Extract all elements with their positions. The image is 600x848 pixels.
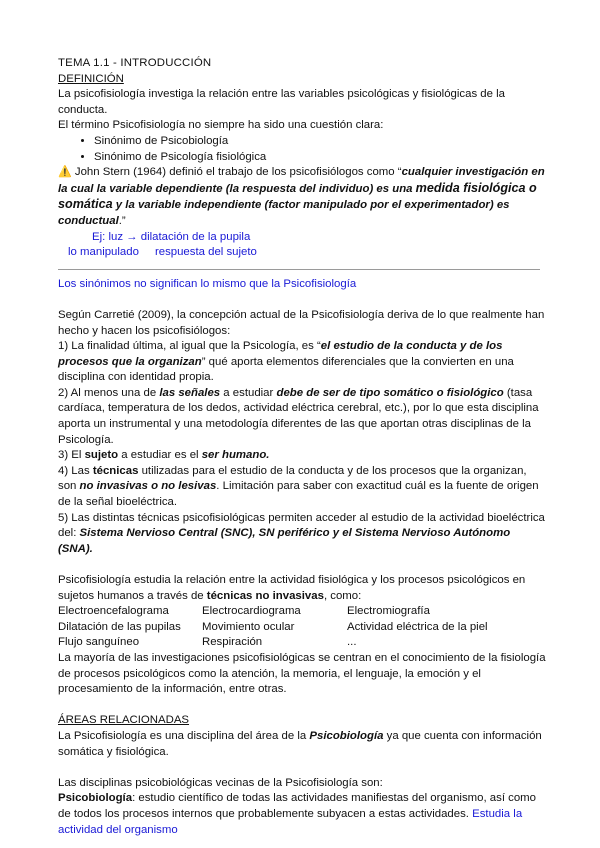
section-heading-areas: ÁREAS RELACIONADAS xyxy=(58,714,190,727)
technique-item: ... xyxy=(347,636,357,649)
technique-item: Dilatación de las pupilas xyxy=(58,620,181,633)
technique-item: Electroencefalograma xyxy=(58,605,169,618)
synonym-list xyxy=(58,134,548,165)
page-title: TEMA 1.1 - INTRODUCCIÓN xyxy=(58,57,212,69)
carretie-item-2: 2) Al menos una de las señales a estudiar debe de ser de tipo somático o fisiológico (tasa cardíaca, temperatura de los dedos, actividad eléctrica cerebral, etc.), por lo que esta disciplina aporta un instrumental y una metodología diferentes de las que aportan otras disciplinas de la Psicología. xyxy=(58,386,539,446)
carretie-item-1: 1) La finalidad última, al igual que la Psicología, es “el estudio de la conducta y de los procesos que la organizan” qué aporta elementos diferenciales que la convierten en una disciplina con identidad propia. xyxy=(58,340,514,384)
neighbor-disciplines: Las disciplinas psicobiológicas vecinas de la Psicofisiología son: xyxy=(58,776,383,789)
section-heading-definicion: DEFINICIÓN xyxy=(58,72,124,85)
techniques-row xyxy=(58,635,548,651)
example-labels: lo manipulado respuesta del sujeto xyxy=(68,246,257,259)
carretie-item-4: 4) Las técnicas utilizadas para el estudio de la conducta y de los procesos que la organizan, son no invasivas o no lesivas. Limitación para saber con exactitud cuál es la fuente de origen de la señal bioeléctrica. xyxy=(58,464,539,509)
technique-item: Flujo sanguíneo xyxy=(58,636,140,649)
divider xyxy=(58,269,540,270)
technique-item: Electromiografía xyxy=(347,605,430,618)
carretie-item-3: 3) El sujeto a estudiar es el ser humano. xyxy=(58,449,270,462)
technique-item: Electrocardiograma xyxy=(202,605,301,618)
techniques-grid xyxy=(58,604,548,651)
list-item: • Sinónimo de Psicobiología xyxy=(94,134,548,150)
warning-icon: ⚠️ xyxy=(58,166,72,179)
techniques-row xyxy=(58,604,548,620)
areas-paragraph: La Psicofisiología es una disciplina del área de la Psicobiología ya que cuenta con información somática y fisiológica. xyxy=(58,729,542,758)
list-item: • Sinónimo de Psicología fisiológica xyxy=(94,150,548,166)
synonym-note: Los sinónimos no significan lo mismo que la Psicofisiología xyxy=(58,277,357,290)
research-summary: La mayoría de las investigaciones psicofisiológicas se centran en el conocimiento de la fisiología de procesos psicológicos como la atención, la memoria, el lenguaje, la emoción y el procesamiento de la información, entre otras. xyxy=(58,651,546,696)
psicobiologia-definition: Psicobiología: estudio científico de todas las actividades manifiestas del organismo, así como de todos los procesos internos que probablemente subyacen a estas actividades. Estudia la actividad del organismo xyxy=(58,792,537,836)
term-paragraph: El término Psicofisiología no siempre ha sido una cuestión clara: xyxy=(58,119,384,132)
techniques-row xyxy=(58,620,548,636)
definition-paragraph: La psicofisiología investiga la relación entre las variables psicológicas y fisiológicas de la conducta. xyxy=(58,88,506,116)
techniques-intro: Psicofisiología estudia la relación entre la actividad fisiológica y los procesos psicológicos en sujetos humanos a través de técnicas no invasivas, como: xyxy=(58,574,526,602)
carretie-item-5: 5) Las distintas técnicas psicofisiológicas permiten acceder al estudio de la actividad bioeléctrica del: Sistema Nervioso Central (SNC), SN periférico y el Sistema Nervioso Autónomo (SNA). xyxy=(58,511,545,555)
carretie-intro: Según Carretié (2009), la concepción actual de la Psicofisiología deriva de lo que realmente han hecho y hacen los psicofisiólogos: xyxy=(58,308,545,337)
stern-paragraph: ⚠️ John Stern (1964) definió el trabajo de los psicofisiólogos como “cualquier investigación en la cual la variable dependiente (la respuesta del individuo) es una medida fisiológica o somática y la variable independiente (factor manipulado por el experimentador) es conductual.” xyxy=(58,166,545,227)
technique-item: Actividad eléctrica de la piel xyxy=(347,620,488,633)
example-line: Ej: luz → dilatación de la pupila xyxy=(92,230,251,243)
technique-item: Respiración xyxy=(202,636,263,649)
document-page xyxy=(58,56,548,838)
technique-item: Movimiento ocular xyxy=(202,620,295,633)
